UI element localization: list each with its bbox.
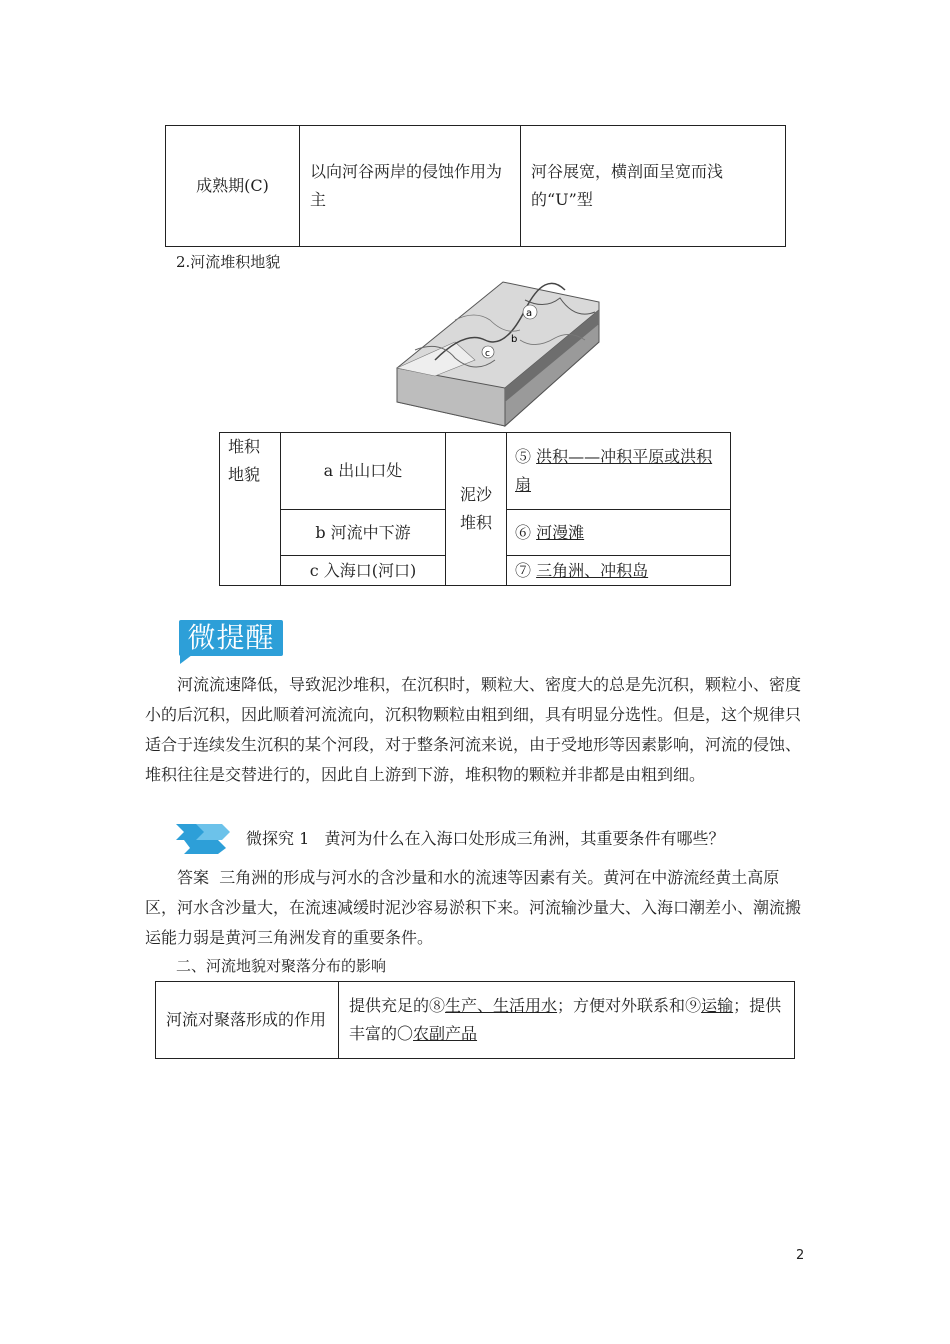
river-deposition-diagram [395, 280, 601, 428]
settlement-content-cell [339, 982, 795, 1059]
label-c: c [485, 349, 490, 359]
reminder-badge: 微提醒 [179, 620, 283, 656]
location-cell: c 入海口(河口) [281, 556, 446, 586]
process-cell: 泥沙堆积 [446, 433, 507, 586]
settlement-table [155, 981, 795, 1059]
text-span: 提供充足的 [349, 996, 430, 1015]
location-cell: a 出山口处 [281, 433, 446, 510]
circled-num: ⑥ [515, 522, 532, 542]
label-a: a [526, 308, 533, 319]
landform-answer: 洪积——冲积平原或洪积扇 [515, 447, 713, 494]
arrows-icon [176, 818, 242, 854]
inquiry-label: 微探究 1 [246, 829, 310, 848]
text-span: ；方便对外联系和 [557, 996, 686, 1015]
valley-stage-table [165, 125, 786, 247]
answer-paragraph [145, 863, 807, 953]
circled-num: ⑧ [429, 996, 446, 1015]
stage-cell: 成熟期(C) [166, 126, 300, 247]
process-cell: 以向河谷两岸的侵蚀作用为主 [300, 126, 521, 247]
section-title-settlement: 二、河流地貌对聚落分布的影响 [176, 957, 387, 975]
inquiry-question: 黄河为什么在入海口处形成三角洲，其重要条件有哪些？ [324, 829, 725, 848]
feature-cell: 河谷展宽，横剖面呈宽而浅的“U”型 [521, 126, 786, 247]
category-cell: 堆积地貌 [220, 433, 281, 586]
landform-cell [507, 556, 731, 586]
settlement-label-cell: 河流对聚落形成的作用 [156, 982, 339, 1059]
answer-products: 农副产品 [413, 1024, 478, 1043]
landform-cell [507, 510, 731, 556]
circled-num: ⑤ [515, 447, 532, 466]
landform-cell [507, 433, 731, 510]
section-title-deposition: 2.河流堆积地貌 [176, 253, 281, 271]
badge-tail-shape [180, 655, 192, 664]
reminder-paragraph: 河流流速降低，导致泥沙堆积，在沉积时，颗粒大、密度大的总是先沉积，颗粒小、密度小的后沉积，因此顺着河流流向，沉积物颗粒由粗到细，具有明显分选性。但是，这个规律只适合于连续发生沉积的某个河段，对于整条河流来说，由于受地形等因素影响，河流的侵蚀、堆积往往是交替进行的，因此自上游到下游，堆积物的颗粒并非都是由粗到细。 [145, 675, 802, 784]
circled-num: ⑦ [515, 560, 532, 580]
circled-num: ⑨ [685, 996, 702, 1015]
answer-water: 生产、生活用水 [445, 996, 558, 1015]
answer-label: 答案 [177, 868, 210, 887]
text-span: ；提供丰富的 [349, 996, 782, 1043]
label-b: b [511, 334, 518, 345]
answer-text: 三角洲的形成与河水的含沙量和水的流速等因素有关。黄河在中游流经黄土高原区，河水含沙量大，在流速减缓时泥沙容易淤积下来。河流输沙量大、入海口潮差小、潮流搬运能力弱是黄河三角洲发育的重要条件。 [145, 868, 802, 947]
inquiry-line [246, 824, 725, 854]
circled-num: 〇 [397, 1024, 414, 1043]
answer-transport: 运输 [701, 996, 734, 1015]
landform-answer: 河漫滩 [536, 522, 585, 542]
deposition-landform-table [219, 432, 731, 586]
page-number: 2 [796, 1248, 805, 1263]
landform-answer: 三角洲、冲积岛 [536, 560, 649, 580]
location-cell: b 河流中下游 [281, 510, 446, 556]
